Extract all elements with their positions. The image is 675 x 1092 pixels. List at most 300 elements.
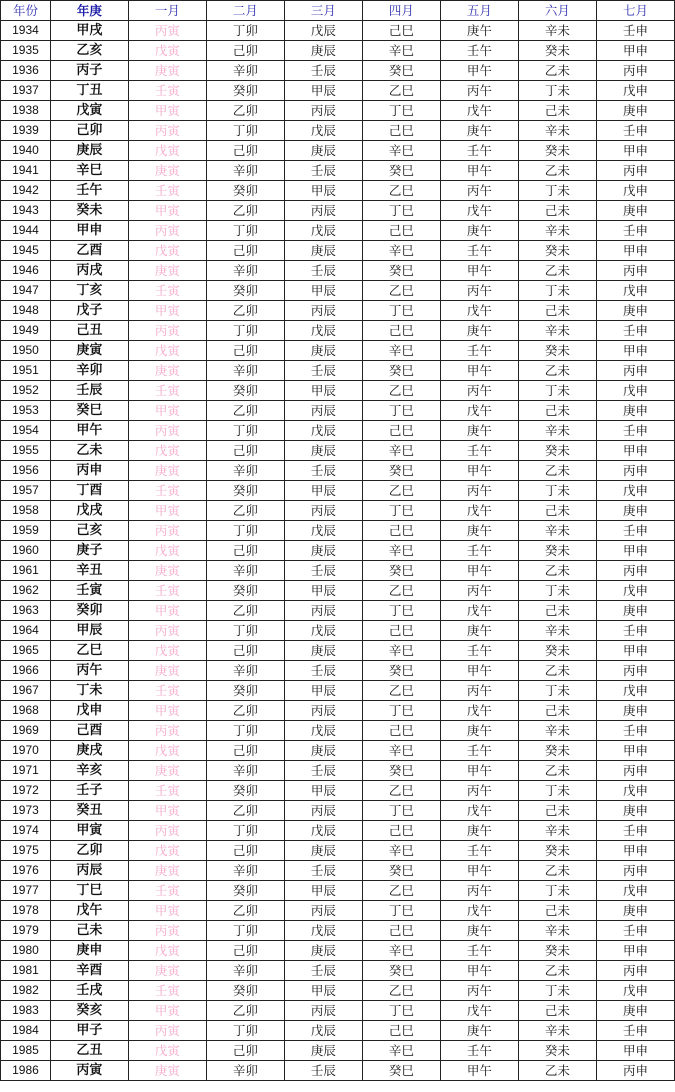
year-ganzhi-cell: 庚辰 <box>50 141 128 161</box>
month-4-cell: 癸巳 <box>362 561 440 581</box>
month-4-cell: 辛巳 <box>362 41 440 61</box>
month-3-cell: 戊辰 <box>284 821 362 841</box>
year-ganzhi-cell: 辛亥 <box>50 761 128 781</box>
month-6-cell: 辛未 <box>518 121 596 141</box>
month-6-cell: 辛未 <box>518 921 596 941</box>
table-row <box>1 641 675 661</box>
month-3-cell: 甲辰 <box>284 681 362 701</box>
year-ganzhi-cell: 壬子 <box>50 781 128 801</box>
month-3-cell: 戊辰 <box>284 1021 362 1041</box>
month-3-cell: 庚辰 <box>284 941 362 961</box>
month-7-cell: 丙申 <box>596 761 674 781</box>
month-5-cell: 壬午 <box>440 141 518 161</box>
year-cell: 1973 <box>1 801 51 821</box>
year-cell: 1975 <box>1 841 51 861</box>
year-cell: 1981 <box>1 961 51 981</box>
month-1-cell: 庚寅 <box>128 1061 206 1081</box>
month-1-cell: 甲寅 <box>128 901 206 921</box>
header-month-2: 二月 <box>206 1 284 21</box>
month-6-cell: 乙未 <box>518 261 596 281</box>
month-3-cell: 丙辰 <box>284 801 362 821</box>
month-1-cell: 丙寅 <box>128 121 206 141</box>
month-1-cell: 壬寅 <box>128 281 206 301</box>
month-7-cell: 壬申 <box>596 621 674 641</box>
month-1-cell: 庚寅 <box>128 561 206 581</box>
month-4-cell: 乙巳 <box>362 81 440 101</box>
table-row <box>1 1041 675 1061</box>
month-7-cell: 戊申 <box>596 181 674 201</box>
month-2-cell: 己卯 <box>206 341 284 361</box>
month-3-cell: 戊辰 <box>284 421 362 441</box>
month-1-cell: 戊寅 <box>128 741 206 761</box>
month-4-cell: 丁巳 <box>362 801 440 821</box>
month-3-cell: 壬辰 <box>284 661 362 681</box>
month-4-cell: 丁巳 <box>362 501 440 521</box>
year-cell: 1934 <box>1 21 51 41</box>
month-3-cell: 庚辰 <box>284 641 362 661</box>
month-5-cell: 甲午 <box>440 761 518 781</box>
month-3-cell: 壬辰 <box>284 61 362 81</box>
month-3-cell: 戊辰 <box>284 121 362 141</box>
month-6-cell: 己未 <box>518 501 596 521</box>
year-cell: 1950 <box>1 341 51 361</box>
month-7-cell: 丙申 <box>596 61 674 81</box>
month-7-cell: 庚申 <box>596 301 674 321</box>
year-ganzhi-cell: 丙辰 <box>50 861 128 881</box>
month-5-cell: 壬午 <box>440 641 518 661</box>
month-6-cell: 乙未 <box>518 661 596 681</box>
month-2-cell: 乙卯 <box>206 701 284 721</box>
year-ganzhi-cell: 己未 <box>50 921 128 941</box>
month-1-cell: 戊寅 <box>128 941 206 961</box>
month-3-cell: 庚辰 <box>284 841 362 861</box>
year-cell: 1980 <box>1 941 51 961</box>
month-7-cell: 戊申 <box>596 81 674 101</box>
month-6-cell: 辛未 <box>518 221 596 241</box>
month-5-cell: 庚午 <box>440 421 518 441</box>
month-6-cell: 辛未 <box>518 1021 596 1041</box>
month-3-cell: 甲辰 <box>284 581 362 601</box>
month-4-cell: 丁巳 <box>362 1001 440 1021</box>
year-cell: 1951 <box>1 361 51 381</box>
table-row <box>1 921 675 941</box>
month-5-cell: 甲午 <box>440 1061 518 1081</box>
month-3-cell: 庚辰 <box>284 41 362 61</box>
month-6-cell: 己未 <box>518 401 596 421</box>
month-1-cell: 丙寅 <box>128 521 206 541</box>
year-ganzhi-cell: 癸丑 <box>50 801 128 821</box>
month-1-cell: 壬寅 <box>128 181 206 201</box>
month-4-cell: 辛巳 <box>362 741 440 761</box>
year-ganzhi-cell: 辛酉 <box>50 961 128 981</box>
month-3-cell: 戊辰 <box>284 21 362 41</box>
year-cell: 1972 <box>1 781 51 801</box>
year-cell: 1943 <box>1 201 51 221</box>
month-7-cell: 壬申 <box>596 921 674 941</box>
table-row <box>1 421 675 441</box>
month-3-cell: 壬辰 <box>284 361 362 381</box>
month-6-cell: 丁未 <box>518 781 596 801</box>
month-5-cell: 戊午 <box>440 901 518 921</box>
month-7-cell: 戊申 <box>596 981 674 1001</box>
month-1-cell: 甲寅 <box>128 801 206 821</box>
month-5-cell: 戊午 <box>440 101 518 121</box>
month-2-cell: 己卯 <box>206 841 284 861</box>
month-4-cell: 乙巳 <box>362 781 440 801</box>
table-row <box>1 101 675 121</box>
year-ganzhi-cell: 丁未 <box>50 681 128 701</box>
year-cell: 1946 <box>1 261 51 281</box>
year-cell: 1958 <box>1 501 51 521</box>
month-2-cell: 辛卯 <box>206 961 284 981</box>
month-2-cell: 乙卯 <box>206 401 284 421</box>
month-5-cell: 壬午 <box>440 841 518 861</box>
month-4-cell: 乙巳 <box>362 381 440 401</box>
year-ganzhi-cell: 己亥 <box>50 521 128 541</box>
month-1-cell: 甲寅 <box>128 401 206 421</box>
month-3-cell: 戊辰 <box>284 321 362 341</box>
month-1-cell: 戊寅 <box>128 1041 206 1061</box>
month-5-cell: 丙午 <box>440 481 518 501</box>
month-3-cell: 壬辰 <box>284 761 362 781</box>
month-1-cell: 壬寅 <box>128 881 206 901</box>
month-7-cell: 甲申 <box>596 441 674 461</box>
month-3-cell: 壬辰 <box>284 461 362 481</box>
month-6-cell: 辛未 <box>518 21 596 41</box>
table-row <box>1 621 675 641</box>
month-3-cell: 庚辰 <box>284 141 362 161</box>
year-cell: 1984 <box>1 1021 51 1041</box>
month-5-cell: 甲午 <box>440 261 518 281</box>
month-3-cell: 丙辰 <box>284 101 362 121</box>
month-3-cell: 甲辰 <box>284 281 362 301</box>
table-row <box>1 561 675 581</box>
year-ganzhi-cell: 甲申 <box>50 221 128 241</box>
month-7-cell: 庚申 <box>596 201 674 221</box>
month-7-cell: 壬申 <box>596 521 674 541</box>
month-1-cell: 甲寅 <box>128 301 206 321</box>
month-6-cell: 己未 <box>518 101 596 121</box>
header-month-5: 五月 <box>440 1 518 21</box>
table-row <box>1 201 675 221</box>
month-5-cell: 庚午 <box>440 121 518 141</box>
month-6-cell: 辛未 <box>518 321 596 341</box>
month-3-cell: 丙辰 <box>284 601 362 621</box>
month-1-cell: 戊寅 <box>128 541 206 561</box>
month-5-cell: 壬午 <box>440 541 518 561</box>
table-row <box>1 401 675 421</box>
year-ganzhi-cell: 丁亥 <box>50 281 128 301</box>
month-7-cell: 戊申 <box>596 881 674 901</box>
month-1-cell: 甲寅 <box>128 201 206 221</box>
month-1-cell: 庚寅 <box>128 661 206 681</box>
month-6-cell: 丁未 <box>518 381 596 401</box>
month-5-cell: 甲午 <box>440 161 518 181</box>
month-2-cell: 己卯 <box>206 641 284 661</box>
month-7-cell: 甲申 <box>596 41 674 61</box>
month-5-cell: 丙午 <box>440 681 518 701</box>
year-ganzhi-cell: 乙卯 <box>50 841 128 861</box>
month-5-cell: 甲午 <box>440 361 518 381</box>
month-5-cell: 丙午 <box>440 781 518 801</box>
month-5-cell: 戊午 <box>440 701 518 721</box>
month-2-cell: 丁卯 <box>206 1021 284 1041</box>
year-ganzhi-cell: 辛卯 <box>50 361 128 381</box>
year-ganzhi-cell: 乙亥 <box>50 41 128 61</box>
month-2-cell: 癸卯 <box>206 281 284 301</box>
year-ganzhi-cell: 庚戌 <box>50 741 128 761</box>
month-7-cell: 丙申 <box>596 661 674 681</box>
year-cell: 1983 <box>1 1001 51 1021</box>
month-3-cell: 甲辰 <box>284 981 362 1001</box>
month-1-cell: 甲寅 <box>128 101 206 121</box>
year-cell: 1956 <box>1 461 51 481</box>
year-cell: 1985 <box>1 1041 51 1061</box>
year-ganzhi-cell: 甲寅 <box>50 821 128 841</box>
month-1-cell: 庚寅 <box>128 861 206 881</box>
year-cell: 1940 <box>1 141 51 161</box>
month-6-cell: 辛未 <box>518 721 596 741</box>
month-6-cell: 丁未 <box>518 81 596 101</box>
month-6-cell: 丁未 <box>518 581 596 601</box>
table-row <box>1 281 675 301</box>
month-5-cell: 甲午 <box>440 661 518 681</box>
month-5-cell: 戊午 <box>440 401 518 421</box>
month-5-cell: 戊午 <box>440 801 518 821</box>
table-row <box>1 1021 675 1041</box>
year-cell: 1935 <box>1 41 51 61</box>
year-cell: 1942 <box>1 181 51 201</box>
year-cell: 1961 <box>1 561 51 581</box>
year-cell: 1978 <box>1 901 51 921</box>
year-ganzhi-cell: 壬辰 <box>50 381 128 401</box>
month-3-cell: 戊辰 <box>284 921 362 941</box>
year-cell: 1977 <box>1 881 51 901</box>
table-row <box>1 881 675 901</box>
month-1-cell: 庚寅 <box>128 61 206 81</box>
table-row <box>1 1001 675 1021</box>
table-row <box>1 341 675 361</box>
table-row <box>1 361 675 381</box>
month-2-cell: 乙卯 <box>206 1001 284 1021</box>
month-5-cell: 甲午 <box>440 861 518 881</box>
month-4-cell: 癸巳 <box>362 761 440 781</box>
month-3-cell: 庚辰 <box>284 341 362 361</box>
month-5-cell: 庚午 <box>440 21 518 41</box>
month-3-cell: 丙辰 <box>284 901 362 921</box>
month-5-cell: 庚午 <box>440 721 518 741</box>
month-2-cell: 癸卯 <box>206 581 284 601</box>
month-5-cell: 庚午 <box>440 821 518 841</box>
year-cell: 1939 <box>1 121 51 141</box>
month-1-cell: 甲寅 <box>128 501 206 521</box>
month-7-cell: 庚申 <box>596 501 674 521</box>
year-ganzhi-cell: 戊子 <box>50 301 128 321</box>
table-row <box>1 861 675 881</box>
month-7-cell: 甲申 <box>596 941 674 961</box>
year-ganzhi-cell: 庚子 <box>50 541 128 561</box>
year-ganzhi-cell: 癸卯 <box>50 601 128 621</box>
month-6-cell: 辛未 <box>518 821 596 841</box>
month-4-cell: 己巳 <box>362 121 440 141</box>
month-3-cell: 庚辰 <box>284 1041 362 1061</box>
table-row <box>1 261 675 281</box>
year-cell: 1949 <box>1 321 51 341</box>
month-4-cell: 己巳 <box>362 921 440 941</box>
month-4-cell: 辛巳 <box>362 141 440 161</box>
year-ganzhi-cell: 丁酉 <box>50 481 128 501</box>
year-ganzhi-cell: 丙戌 <box>50 261 128 281</box>
month-7-cell: 甲申 <box>596 1041 674 1061</box>
year-cell: 1938 <box>1 101 51 121</box>
month-7-cell: 壬申 <box>596 121 674 141</box>
month-6-cell: 乙未 <box>518 861 596 881</box>
month-6-cell: 丁未 <box>518 881 596 901</box>
month-3-cell: 壬辰 <box>284 961 362 981</box>
table-row <box>1 521 675 541</box>
month-4-cell: 辛巳 <box>362 1041 440 1061</box>
month-2-cell: 己卯 <box>206 141 284 161</box>
year-ganzhi-cell: 甲辰 <box>50 621 128 641</box>
year-cell: 1968 <box>1 701 51 721</box>
month-2-cell: 丁卯 <box>206 21 284 41</box>
month-7-cell: 丙申 <box>596 361 674 381</box>
month-1-cell: 戊寅 <box>128 341 206 361</box>
year-ganzhi-cell: 丁丑 <box>50 81 128 101</box>
month-4-cell: 癸巳 <box>362 261 440 281</box>
year-ganzhi-cell: 庚寅 <box>50 341 128 361</box>
month-4-cell: 癸巳 <box>362 461 440 481</box>
month-3-cell: 壬辰 <box>284 261 362 281</box>
month-4-cell: 乙巳 <box>362 681 440 701</box>
month-7-cell: 丙申 <box>596 861 674 881</box>
month-5-cell: 甲午 <box>440 61 518 81</box>
month-6-cell: 癸未 <box>518 941 596 961</box>
table-row <box>1 501 675 521</box>
header-month-7: 七月 <box>596 1 674 21</box>
month-1-cell: 庚寅 <box>128 461 206 481</box>
month-7-cell: 甲申 <box>596 341 674 361</box>
year-ganzhi-cell: 乙酉 <box>50 241 128 261</box>
month-2-cell: 乙卯 <box>206 201 284 221</box>
year-ganzhi-cell: 甲午 <box>50 421 128 441</box>
year-cell: 1976 <box>1 861 51 881</box>
month-5-cell: 壬午 <box>440 341 518 361</box>
month-4-cell: 丁巳 <box>362 201 440 221</box>
month-5-cell: 壬午 <box>440 741 518 761</box>
month-2-cell: 辛卯 <box>206 161 284 181</box>
table-row <box>1 321 675 341</box>
month-4-cell: 己巳 <box>362 21 440 41</box>
header-month-6: 六月 <box>518 1 596 21</box>
month-6-cell: 乙未 <box>518 61 596 81</box>
month-2-cell: 辛卯 <box>206 461 284 481</box>
month-7-cell: 甲申 <box>596 841 674 861</box>
month-3-cell: 壬辰 <box>284 161 362 181</box>
month-7-cell: 戊申 <box>596 781 674 801</box>
month-5-cell: 壬午 <box>440 41 518 61</box>
year-ganzhi-cell: 丙寅 <box>50 1061 128 1081</box>
month-2-cell: 丁卯 <box>206 321 284 341</box>
year-cell: 1974 <box>1 821 51 841</box>
month-7-cell: 壬申 <box>596 321 674 341</box>
month-7-cell: 甲申 <box>596 241 674 261</box>
month-2-cell: 己卯 <box>206 941 284 961</box>
table-row <box>1 161 675 181</box>
year-cell: 1953 <box>1 401 51 421</box>
month-7-cell: 庚申 <box>596 901 674 921</box>
month-7-cell: 丙申 <box>596 961 674 981</box>
month-5-cell: 甲午 <box>440 561 518 581</box>
month-7-cell: 戊申 <box>596 681 674 701</box>
table-row <box>1 681 675 701</box>
table-row <box>1 41 675 61</box>
month-6-cell: 丁未 <box>518 281 596 301</box>
month-2-cell: 丁卯 <box>206 121 284 141</box>
month-5-cell: 丙午 <box>440 881 518 901</box>
month-1-cell: 丙寅 <box>128 221 206 241</box>
month-4-cell: 癸巳 <box>362 1061 440 1081</box>
year-ganzhi-cell: 戊寅 <box>50 101 128 121</box>
month-3-cell: 丙辰 <box>284 701 362 721</box>
year-cell: 1954 <box>1 421 51 441</box>
year-ganzhi-cell: 壬戌 <box>50 981 128 1001</box>
year-ganzhi-cell: 戊戌 <box>50 501 128 521</box>
month-5-cell: 丙午 <box>440 981 518 1001</box>
month-3-cell: 丙辰 <box>284 501 362 521</box>
month-6-cell: 己未 <box>518 1001 596 1021</box>
month-7-cell: 戊申 <box>596 581 674 601</box>
month-3-cell: 丙辰 <box>284 1001 362 1021</box>
year-ganzhi-cell: 甲子 <box>50 1021 128 1041</box>
month-6-cell: 癸未 <box>518 241 596 261</box>
month-6-cell: 乙未 <box>518 161 596 181</box>
month-2-cell: 丁卯 <box>206 421 284 441</box>
year-cell: 1967 <box>1 681 51 701</box>
month-7-cell: 庚申 <box>596 801 674 821</box>
month-5-cell: 戊午 <box>440 601 518 621</box>
month-6-cell: 丁未 <box>518 981 596 1001</box>
month-7-cell: 甲申 <box>596 641 674 661</box>
month-5-cell: 戊午 <box>440 201 518 221</box>
month-7-cell: 丙申 <box>596 1061 674 1081</box>
month-4-cell: 辛巳 <box>362 241 440 261</box>
month-1-cell: 戊寅 <box>128 441 206 461</box>
month-1-cell: 丙寅 <box>128 321 206 341</box>
month-4-cell: 乙巳 <box>362 881 440 901</box>
month-3-cell: 壬辰 <box>284 561 362 581</box>
month-7-cell: 壬申 <box>596 821 674 841</box>
month-3-cell: 甲辰 <box>284 881 362 901</box>
month-4-cell: 癸巳 <box>362 361 440 381</box>
month-6-cell: 己未 <box>518 701 596 721</box>
month-6-cell: 己未 <box>518 901 596 921</box>
month-4-cell: 癸巳 <box>362 661 440 681</box>
month-6-cell: 己未 <box>518 801 596 821</box>
year-cell: 1945 <box>1 241 51 261</box>
month-1-cell: 丙寅 <box>128 1021 206 1041</box>
month-1-cell: 壬寅 <box>128 981 206 1001</box>
table-row <box>1 441 675 461</box>
month-6-cell: 癸未 <box>518 41 596 61</box>
month-4-cell: 癸巳 <box>362 161 440 181</box>
month-7-cell: 戊申 <box>596 481 674 501</box>
month-4-cell: 癸巳 <box>362 861 440 881</box>
month-7-cell: 壬申 <box>596 1021 674 1041</box>
month-4-cell: 乙巳 <box>362 181 440 201</box>
table-row <box>1 181 675 201</box>
month-2-cell: 癸卯 <box>206 981 284 1001</box>
